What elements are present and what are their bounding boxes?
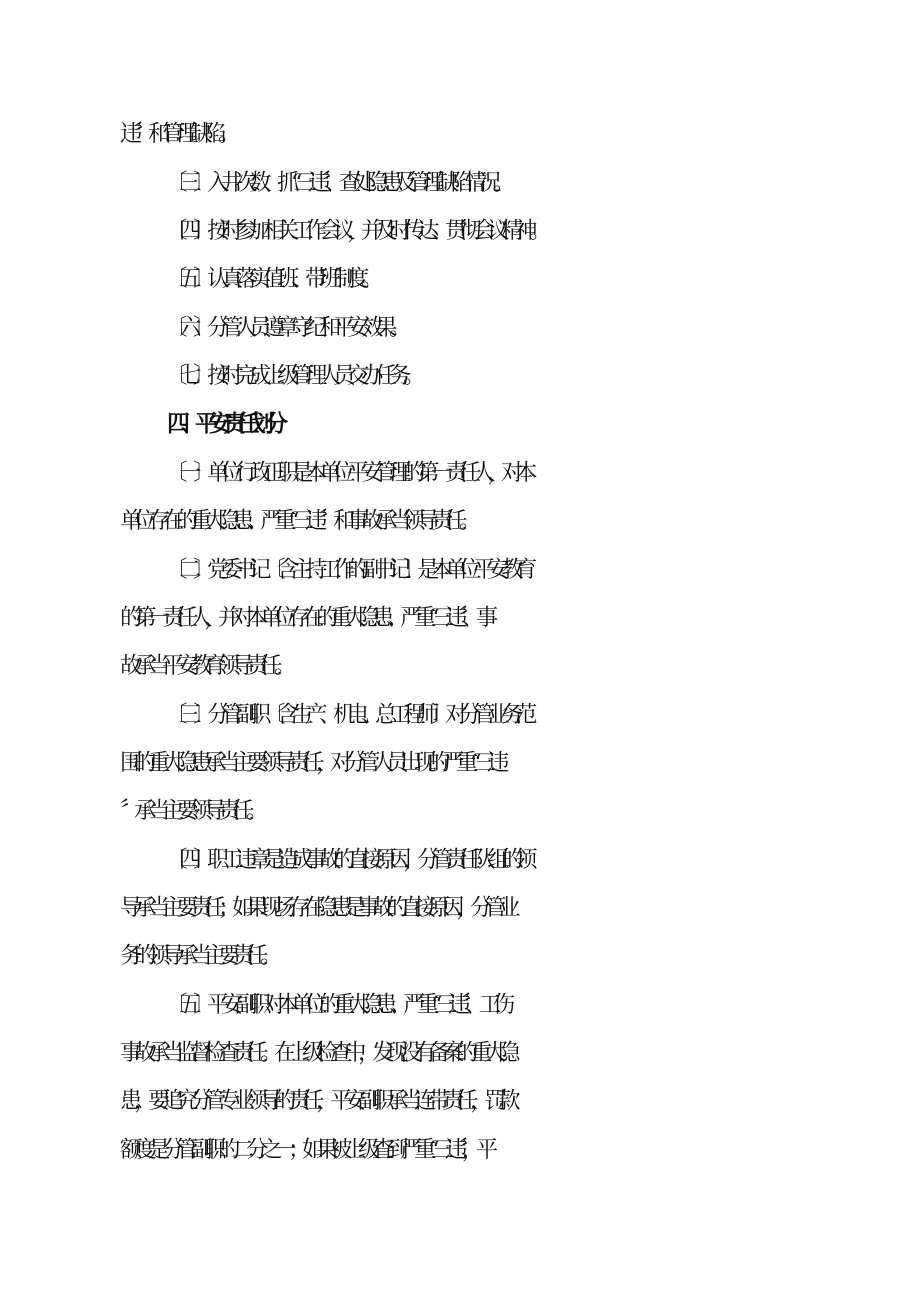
text-line-16: 〔四〕职工违章是造成事故的直接原因，分管责任队组的领 bbox=[165, 847, 530, 873]
text-line-3: 〔四〕按时参加相关工作会议，并及时传达、贯彻会议精神。 bbox=[165, 218, 544, 244]
text-line-15: 〞承当主要领导责任。 bbox=[120, 798, 261, 824]
text-line-9: 单位存在的重大隐患、严重“三违〞和事故承当领导责任。 bbox=[120, 508, 474, 534]
text-line-14: 围的重大隐患承当主要领导责任，对分管人员出现的严重“三违 bbox=[120, 750, 502, 776]
text-line-21: 患，要追究分管专业领导的责任，平安副职承当连带责任，罚款 bbox=[120, 1088, 513, 1114]
text-line-19: 〔五〕平安副职对本单位的重大隐患、严重“三违〞、工伤 bbox=[165, 992, 507, 1018]
section-heading: 四、平安责任划分 bbox=[167, 411, 279, 437]
text-line-1: 违〞和管理缺陷。 bbox=[120, 121, 233, 147]
text-line-17: 导承当主要责任；如果现场存在隐患是事故的直接原因，分管业 bbox=[120, 895, 513, 921]
text-line-22: 额度是分管副职的二分之一；如果被上级查到严重“三违〞，平 bbox=[120, 1137, 490, 1163]
text-line-2: 〔三〕入井次数、抓“三违〞、查处隐患及管理缺陷情况。 bbox=[165, 170, 507, 196]
text-line-6: 〔七〕按时完成上级管理人员交办任务。 bbox=[165, 363, 418, 389]
text-line-12: 故承当平安教育领导责任。 bbox=[120, 653, 289, 679]
text-line-8: 〔一〕单位行政正职是本单位平安管理的第一责任人，对本 bbox=[165, 460, 530, 486]
text-line-13: 〔三〕分管副职〔含生产、机电、总工程师〕对分管业务范 bbox=[165, 702, 530, 728]
text-line-5: 〔六〕分管人员遵章守纪和平安效果。 bbox=[165, 315, 404, 341]
text-line-18: 务的领导承当主要责任。 bbox=[120, 943, 275, 969]
text-line-4: 〔五〕认真落实值班、带班制度。 bbox=[165, 266, 376, 292]
text-line-20: 事故承当监督检查责任。在上级检查中，发现没有备案的重大隐 bbox=[120, 1040, 513, 1066]
text-line-11: 的第一责任人，并对本单位存在的重大隐患、严重“三违〞、事 bbox=[120, 605, 490, 631]
text-line-10: 〔二〕党委书记〔含主持工作的副书记〕是本单位平安教育 bbox=[165, 557, 530, 583]
